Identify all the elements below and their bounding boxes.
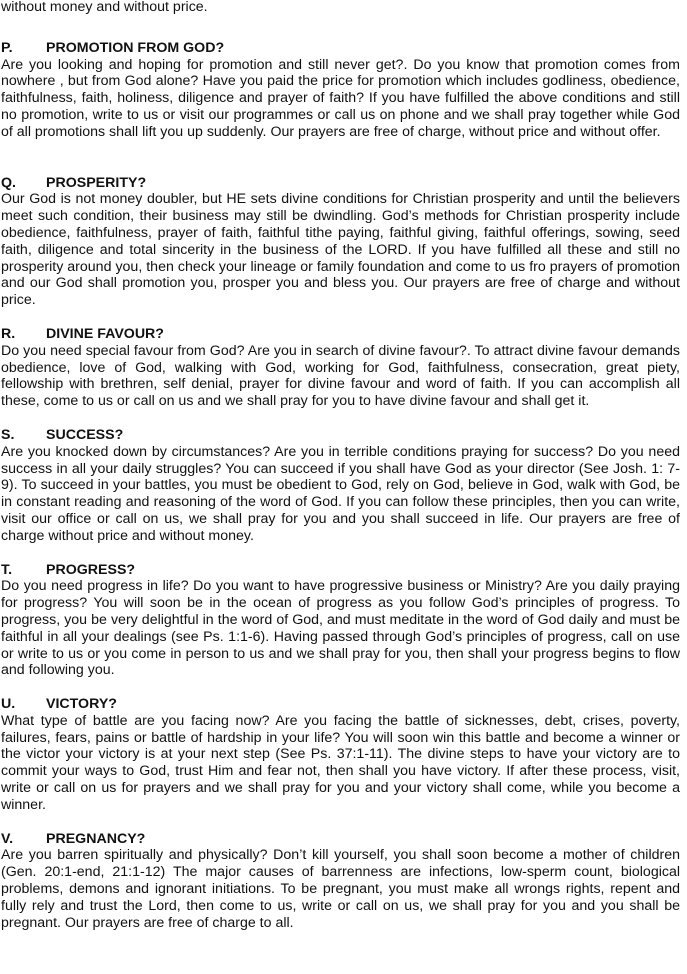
spacer <box>1 309 680 326</box>
section-title: VICTORY? <box>46 696 117 713</box>
section-title: PREGNANCY? <box>46 830 146 847</box>
section-letter: P. <box>1 39 13 56</box>
section-pregnancy <box>1 831 680 932</box>
section-title: PROSPERITY? <box>46 174 147 191</box>
spacer <box>1 141 680 175</box>
section-body: Do you need special favour from God? Are you in search of divine favour?. To attract divine favour demands obedience, love of God, walking with God, working for God, faithfulness, consecration, great piety, fellowship with brethren, self denial, prayer for divine favour and word of faith. If you can accomplish all these, come to us or call on us and we shall pray for you to have divine favour and shall get it. <box>1 342 680 410</box>
section-heading <box>1 427 680 444</box>
section-letter: U. <box>1 696 16 713</box>
section-heading <box>1 562 680 579</box>
section-heading <box>1 696 680 713</box>
section-body: Are you knocked down by circumstances? Are you in terrible conditions praying for success? Do you need success in all your daily struggles? You can succeed if you shall have God as your director (See Josh. 1: 7-9). To succeed in your battles, you must be obedient to God, rely on God, believe in God, walk with God, be in constant reading and reasoning of the word of God. If you can follow these principles, then you can write, visit our office or call on us, we shall pray for you and you shall succeed in life. Our prayers are free of charge without price and without money. <box>1 443 680 544</box>
section-letter: T. <box>1 561 13 578</box>
lead-text: without money and without price. <box>1 0 208 15</box>
section-body: What type of battle are you facing now? Are you facing the battle of sicknesses, debt, crises, poverty, failures, fears, pains or battle of hardship in your life? You will soon win this battle and become a winner or the victor your victory is at your next step (See Ps. 37:1-11). The divine steps to have your victory are to commit your ways to God, trust Him and fear not, then shall you have victory. If after these process, visit, write or call on us for prayers and we shall pray for you and your victory shall come, while you become a winner. <box>1 712 680 813</box>
section-victory <box>1 696 680 814</box>
section-body: Are you looking and hoping for promotion and still never get?. Do you know that promotion comes from nowhere , but from God alone? Have you paid the price for promotion which includes godliness, obedience, faithfulness, faith, holiness, diligence and prayer of faith? If you have fulfilled the above conditions and still no promotion, write to us or visit our programmes or call us on phone and we shall pray together while God of all promotions shall lift you up suddenly. Our prayers are free of charge, without price and without offer. <box>1 56 680 140</box>
section-body: Our God is not money doubler, but HE sets divine conditions for Christian prosperity and until the believers meet such condition, their business may still be dwindling. God’s methods for Christian prosperity include obedience, faithfulness, prayer of faith, faithful tithe paying, faithful giving, faithful offerings, sowing, seed faith, diligence and total sincerity in the business of the LORD. If you have fulfilled all these and still no prosperity around you, then check your lineage or family foundation and come to us fro prayers of promotion and our God shall promotion you, prosper you and bless you. Our prayers are free of charge and without price. <box>1 191 680 309</box>
spacer <box>1 410 680 427</box>
section-letter: V. <box>1 830 14 847</box>
spacer <box>1 814 680 831</box>
section-title: SUCCESS? <box>46 426 124 443</box>
section-title: PROMOTION FROM GOD? <box>46 39 225 56</box>
section-heading <box>1 831 680 848</box>
spacer <box>1 679 680 696</box>
section-body: Are you barren spiritually and physically? Don’t kill yourself, you shall soon become a mother of children (Gen. 20:1-end, 21:1-12) The major causes of barrenness are infections, low-sperm count, biological problems, demons and ignorant initiations. To be pregnant, you must make all wrongs rights, repent and fully rely and trust the Lord, then come to us, write or call on us, we shall pray for you and you shall be pregnant. Our prayers are free of charge to all. <box>1 847 680 931</box>
section-letter: R. <box>1 325 16 342</box>
section-letter: Q. <box>1 174 16 191</box>
section-success <box>1 427 680 545</box>
section-title: PROGRESS? <box>46 561 136 578</box>
section-prosperity <box>1 175 680 309</box>
section-title: DIVINE FAVOUR? <box>46 325 164 342</box>
spacer <box>1 545 680 562</box>
section-heading <box>1 175 680 192</box>
section-progress <box>1 562 680 680</box>
section-heading <box>1 326 680 343</box>
section-letter: S. <box>1 426 15 443</box>
section-body: Do you need progress in life? Do you want to have progressive business or Ministry? Are you daily praying for progress? You will soon be in the ocean of progress as you follow God’s principles of progress. To progress, you be very delightful in the word of God, and must meditate in the word of God daily and must be faithful in all your dealings (see Ps. 1:1-6). Having passed through God’s principles of progress, call on use or write to us or you come in person to us and we shall pray for you, then shall your progress begins to flow and following you. <box>1 578 680 679</box>
section-divine-favour <box>1 326 680 410</box>
spacer <box>1 16 680 40</box>
section-heading <box>1 40 680 57</box>
section-promotion <box>1 40 680 141</box>
